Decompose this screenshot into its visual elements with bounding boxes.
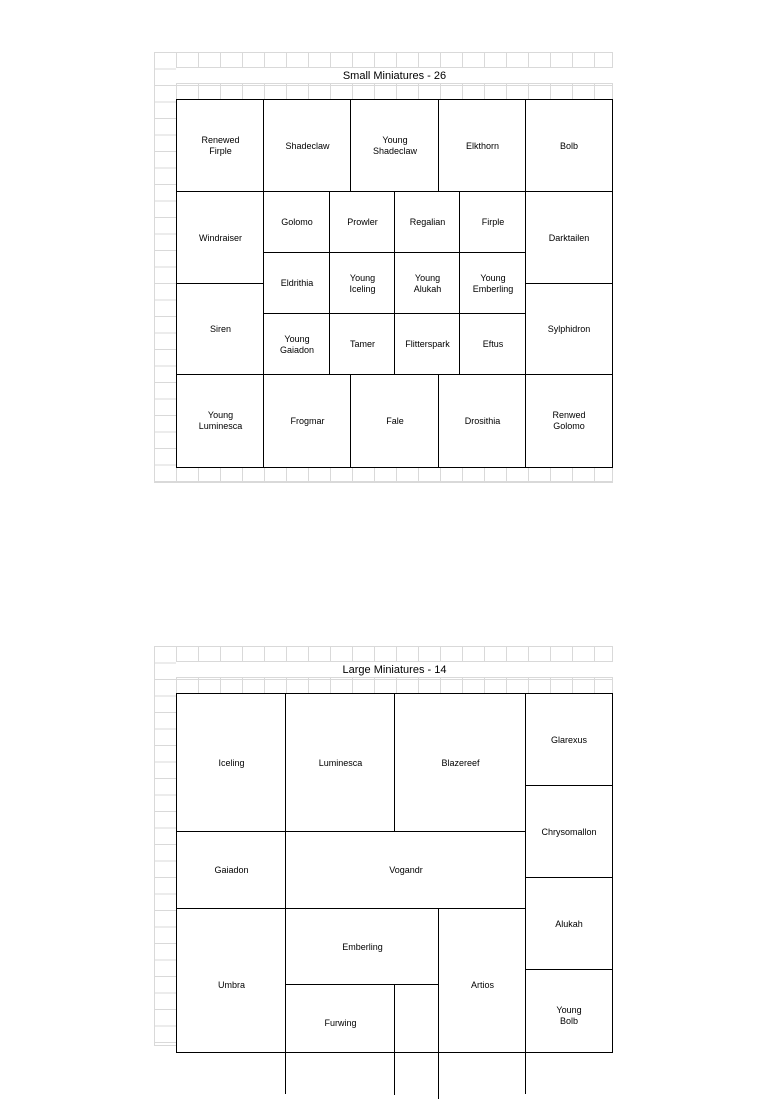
- cell-firple: Firple: [481, 217, 505, 227]
- divider: [394, 985, 395, 1095]
- divider: [263, 100, 264, 467]
- cell-renwed-golomo: Renwed Golomo: [552, 410, 586, 431]
- divider: [526, 877, 612, 878]
- cell-umbra: Umbra: [217, 979, 245, 990]
- divider: [285, 694, 286, 1094]
- divider: [394, 192, 395, 375]
- cell-emberling: Emberling: [342, 941, 383, 952]
- cell-glarexus: Glarexus: [550, 734, 587, 745]
- cell-gaiadon: Gaiadon: [214, 865, 249, 875]
- cell-young-emberling: Young Emberling: [472, 272, 514, 294]
- large-miniatures-sheet: [154, 646, 613, 1046]
- cell-sylphidron: Sylphidron: [547, 324, 591, 334]
- divider: [394, 694, 395, 832]
- divider: [329, 192, 330, 375]
- cell-bolb: Bolb: [559, 140, 578, 151]
- small-miniatures-title: Small Miniatures - 26: [176, 67, 613, 84]
- divider: [350, 375, 351, 467]
- cell-young-shadeclaw: Young Shadeclaw: [372, 135, 418, 156]
- cell-regalian: Regalian: [409, 217, 446, 227]
- cell-tamer: Tamer: [349, 339, 375, 349]
- cell-windraiser: Windraiser: [198, 232, 242, 243]
- cell-darktailen: Darktailen: [548, 232, 590, 243]
- cell-shadeclaw: Shadeclaw: [285, 140, 330, 151]
- cell-luminesca: Luminesca: [318, 757, 363, 768]
- divider: [177, 283, 264, 284]
- cell-young-bolb: Young Bolb: [556, 1005, 582, 1026]
- cell-drosithia: Drosithia: [464, 415, 501, 426]
- cell-frogmar: Frogmar: [290, 415, 325, 426]
- divider: [525, 694, 526, 1094]
- small-miniatures-sheet: [154, 52, 613, 483]
- divider: [438, 375, 439, 467]
- cell-young-gaiadon: Young Gaiadon: [279, 333, 315, 355]
- divider: [286, 984, 439, 985]
- divider: [177, 831, 526, 832]
- cell-young-iceling: Young Iceling: [349, 272, 376, 294]
- cell-prowler: Prowler: [347, 217, 378, 227]
- divider: [526, 969, 612, 970]
- divider: [525, 100, 526, 467]
- divider: [264, 313, 526, 314]
- divider: [438, 909, 439, 1099]
- cell-chrysomallon: Chrysomallon: [541, 826, 597, 837]
- cell-alukah: Alukah: [555, 918, 583, 929]
- divider: [438, 100, 439, 192]
- cell-golomo: Golomo: [281, 217, 313, 227]
- divider: [459, 192, 460, 375]
- cell-fale: Fale: [386, 415, 404, 426]
- cell-renewed-firple: Renewed Firple: [201, 135, 240, 156]
- cell-young-luminesca: Young Luminesca: [198, 410, 243, 431]
- cell-eldrithia: Eldrithia: [280, 278, 314, 288]
- cell-elkthorn: Elkthorn: [465, 140, 500, 151]
- cell-young-alukah: Young Alukah: [413, 272, 442, 294]
- cell-furwing: Furwing: [324, 1017, 357, 1028]
- cell-artios: Artios: [470, 979, 494, 990]
- cell-iceling: Iceling: [218, 757, 245, 768]
- large-miniatures-title: Large Miniatures - 14: [176, 661, 613, 678]
- small-miniatures-layout: [176, 99, 613, 468]
- cell-siren: Siren: [209, 324, 231, 334]
- divider: [526, 785, 612, 786]
- cell-blazereef: Blazereef: [441, 757, 480, 768]
- cell-flitterspark: Flitterspark: [405, 339, 450, 349]
- divider: [526, 283, 612, 284]
- large-miniatures-layout: [176, 693, 613, 1053]
- divider: [350, 100, 351, 192]
- divider: [264, 252, 526, 253]
- cell-vogandr: Vogandr: [389, 865, 423, 875]
- divider: [177, 908, 526, 909]
- cell-eftus: Eftus: [482, 339, 504, 349]
